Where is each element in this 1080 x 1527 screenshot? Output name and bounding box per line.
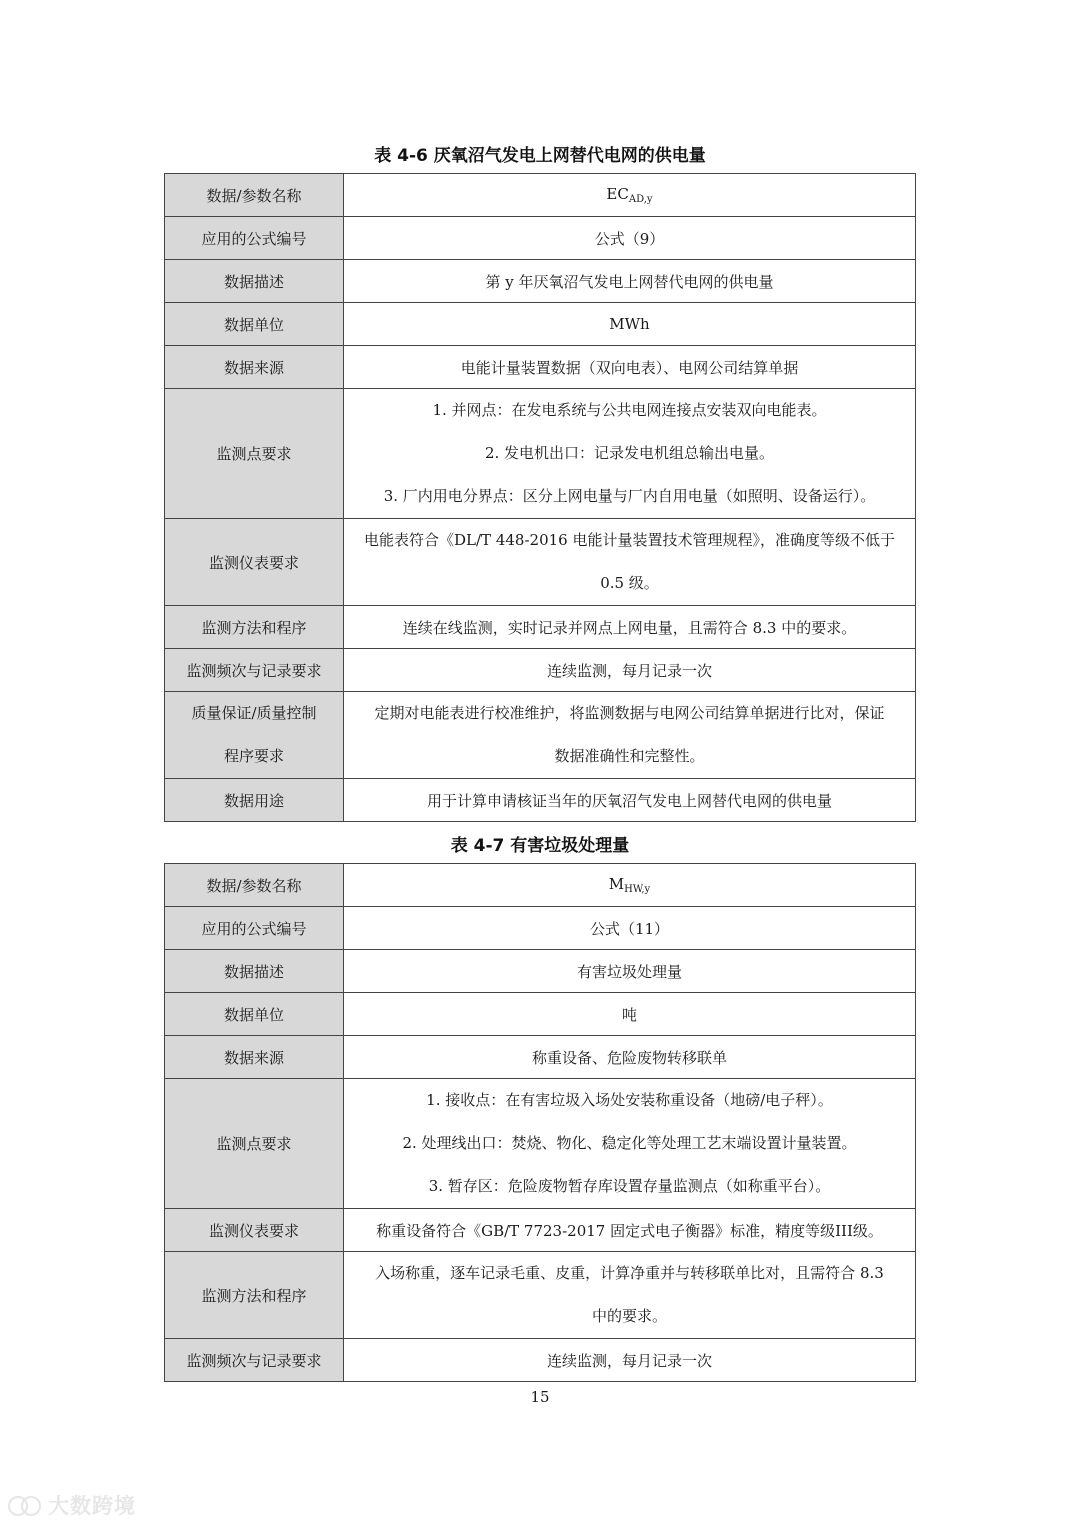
row-label: 监测方法和程序 <box>165 606 344 649</box>
label-line: 质量保证/质量控制 <box>191 704 317 722</box>
row-value: 称重设备符合《GB/T 7723-2017 固定式电子衡器》标准，精度等级III级。 <box>344 1209 916 1252</box>
row-label: 数据/参数名称 <box>165 864 344 907</box>
row-label: 数据描述 <box>165 260 344 303</box>
row-label: 监测点要求 <box>165 1079 344 1209</box>
table-row <box>165 346 916 389</box>
table-4-7 <box>164 863 916 1382</box>
table-row <box>165 519 916 606</box>
table-row <box>165 864 916 907</box>
row-value-multiline <box>344 519 916 606</box>
table-row <box>165 1209 916 1252</box>
page-number: 15 <box>530 1388 550 1406</box>
table-4-7-caption: 表 4-7 有害垃圾处理量 <box>450 836 630 856</box>
row-value-multiline <box>344 1252 916 1339</box>
table-row <box>165 950 916 993</box>
row-value: 有害垃圾处理量 <box>344 950 916 993</box>
text-line: 0.5 级。 <box>600 574 659 592</box>
table-row <box>165 1252 916 1339</box>
row-value-multiline <box>344 1079 916 1209</box>
row-label-multiline <box>165 692 344 779</box>
parameter-symbol: $EC_{AD,y}$ <box>344 174 916 217</box>
parameter-symbol: $M_{HW,y}$ <box>344 864 916 907</box>
row-label: 数据单位 <box>165 993 344 1036</box>
row-label: 数据来源 <box>165 346 344 389</box>
text-line: 入场称重，逐车记录毛重、皮重，计算净重并与转移联单比对，且需符合 8.3 <box>375 1264 884 1282</box>
text-line: 定期对电能表进行校准维护，将监测数据与电网公司结算单据进行比对，保证 <box>374 704 885 722</box>
table-row <box>165 174 916 217</box>
row-value: 公式（9） <box>344 217 916 260</box>
table-row <box>165 993 916 1036</box>
row-label: 监测仪表要求 <box>165 1209 344 1252</box>
table-4-6-caption: 表 4-6 厌氧沼气发电上网替代电网的供电量 <box>374 146 706 166</box>
text-line: 电能表符合《DL/T 448-2016 电能计量装置技术管理规程》，准确度等级不低于 <box>364 531 895 549</box>
row-value: 连续监测，每月记录一次 <box>344 1339 916 1382</box>
row-label: 数据用途 <box>165 779 344 822</box>
row-value: 用于计算申请核证当年的厌氧沼气发电上网替代电网的供电量 <box>344 779 916 822</box>
row-value: 连续在线监测，实时记录并网点上网电量，且需符合 8.3 中的要求。 <box>344 606 916 649</box>
row-label: 数据来源 <box>165 1036 344 1079</box>
text-line: 3. 暂存区：危险废物暂存库设置存量监测点（如称重平台）。 <box>428 1177 831 1195</box>
text-line: 数据准确性和完整性。 <box>554 747 705 765</box>
row-value: 电能计量装置数据（双向电表）、电网公司结算单据 <box>344 346 916 389</box>
row-value: MWh <box>344 303 916 346</box>
row-label: 数据描述 <box>165 950 344 993</box>
row-label: 监测点要求 <box>165 389 344 519</box>
text-line: 2. 处理线出口：焚烧、物化、稳定化等处理工艺末端设置计量装置。 <box>402 1134 857 1152</box>
table-row <box>165 1339 916 1382</box>
table-row <box>165 260 916 303</box>
table-row <box>165 907 916 950</box>
text-line: 2. 发电机出口：记录发电机组总输出电量。 <box>484 444 775 462</box>
row-value: 称重设备、危险废物转移联单 <box>344 1036 916 1079</box>
row-label: 数据/参数名称 <box>165 174 344 217</box>
row-label: 监测频次与记录要求 <box>165 649 344 692</box>
row-label: 应用的公式编号 <box>165 907 344 950</box>
table-4-6 <box>164 173 916 822</box>
label-line: 程序要求 <box>223 747 284 765</box>
watermark-logo-icon <box>8 1494 42 1516</box>
row-label: 数据单位 <box>165 303 344 346</box>
row-value: 第 y 年厌氧沼气发电上网替代电网的供电量 <box>344 260 916 303</box>
row-label: 监测频次与记录要求 <box>165 1339 344 1382</box>
watermark-text: 大数跨境 <box>48 1494 136 1518</box>
row-label: 监测方法和程序 <box>165 1252 344 1339</box>
row-label: 应用的公式编号 <box>165 217 344 260</box>
row-value: 公式（11） <box>344 907 916 950</box>
table-row <box>165 606 916 649</box>
table-row <box>165 1036 916 1079</box>
row-value: 连续监测，每月记录一次 <box>344 649 916 692</box>
table-row <box>165 649 916 692</box>
row-value-multiline <box>344 389 916 519</box>
table-row <box>165 389 916 519</box>
text-line: 3. 厂内用电分界点：区分上网电量与厂内自用电量（如照明、设备运行）。 <box>383 487 876 505</box>
text-line: 中的要求。 <box>591 1307 667 1325</box>
row-value-multiline <box>344 692 916 779</box>
table-row <box>165 779 916 822</box>
text-line: 1. 并网点：在发电系统与公共电网连接点安装双向电能表。 <box>432 401 827 419</box>
table-row <box>165 303 916 346</box>
watermark <box>8 1490 136 1520</box>
row-label: 监测仪表要求 <box>165 519 344 606</box>
table-row <box>165 1079 916 1209</box>
row-value: 吨 <box>344 993 916 1036</box>
table-row <box>165 217 916 260</box>
table-row <box>165 692 916 779</box>
text-line: 1. 接收点：在有害垃圾入场处安装称重设备（地磅/电子秤）。 <box>426 1091 833 1109</box>
